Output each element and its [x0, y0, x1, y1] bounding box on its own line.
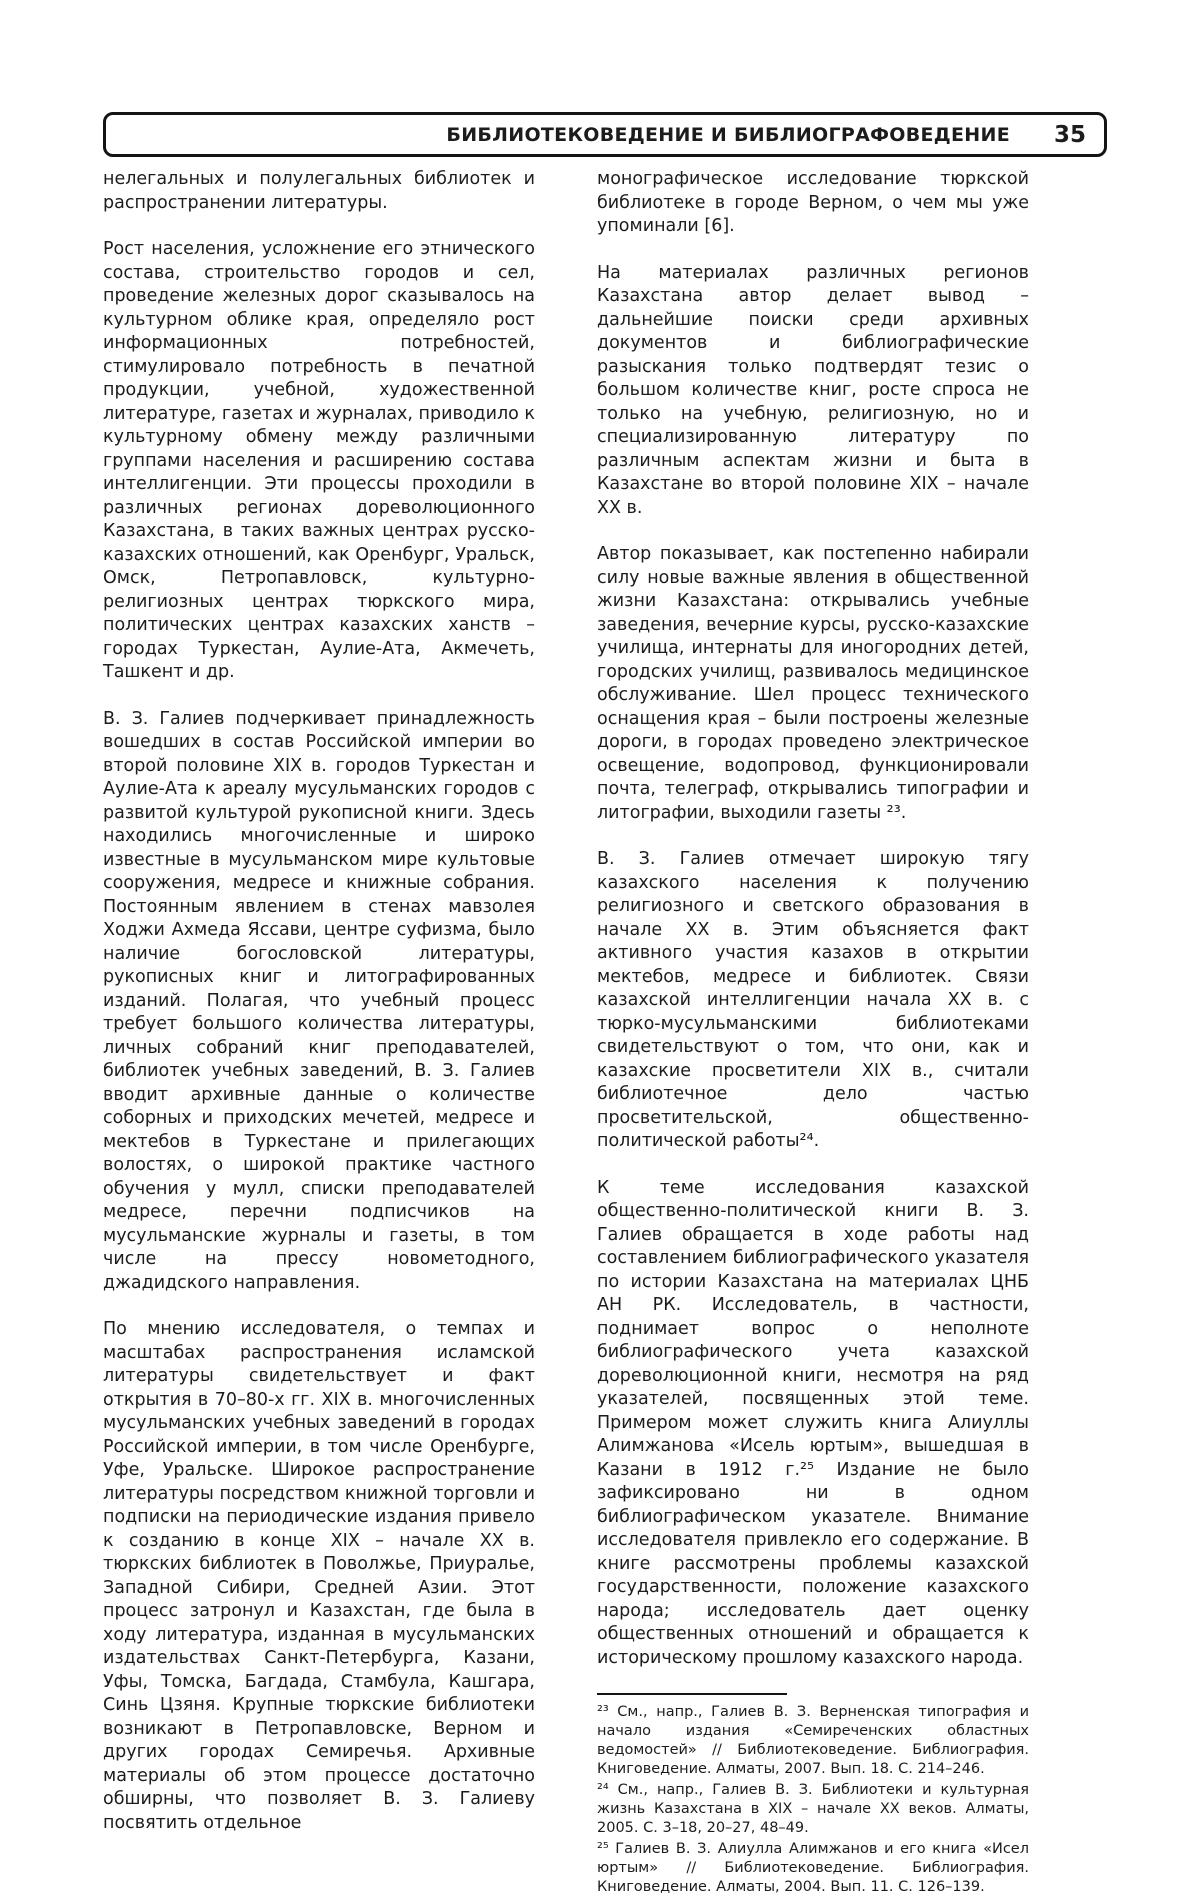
body-paragraph: монографическое исследование тюркской библиотеке в городе Верном, о чем мы уже упоминали [6].	[597, 169, 1029, 236]
body-paragraph: В. З. Галиев отмечает широкую тягу казахского населения к получению религиозного и светского образования в начале XX в. Этим объясняется факт активного участия казахов в открытии мектебов, медресе и библиотек. Связи казахской интеллигенции начала XX в. с тюрко-мусульманскими библиотеками свидетельствуют о том, что они, как и казахские просветители XIX в., считали библиотечное дело частью просветительской, общественно-политической работы²⁴.	[597, 849, 1029, 1151]
page-number: 35	[1053, 121, 1086, 148]
body-paragraph: По мнению исследователя, о темпах и масштабах распространения исламской литературы свидетельствует и факт открытия в 70–80-х гг. XIX в. многочисленных мусульманских учебных заведений в городах Российской империи, в том числе Оренбурге, Уфе, Уральске. Широкое распространение литературы посредством книжной торговли и подписки на периодические издания привело к созданию в конце XIX – начале XX в. тюркских библиотек в Поволжье, Приуралье, Западной Сибири, Средней Азии. Этот процесс затронул и Казахстан, где была в ходу литература, изданная в мусульманских издательствах Санкт-Петербурга, Казани, Уфы, Томска, Багдада, Стамбула, Кашгара, Синь Цзяня. Крупные тюркские библиотеки возникают в Петропавловске, Верном и других городах Семиречья. Архивные материалы об этом процессе достаточно обширны, что позволяет В. З. Галиеву посвятить отдельное	[103, 1319, 535, 1833]
footnote-separator-rule	[597, 1693, 787, 1695]
body-paragraph: Автор показывает, как постепенно набирали силу новые важные явления в общественной жизни Казахстана: открывались учебные заведения, вечерние курсы, русско-казахские училища, интернаты для иногородних детей, городских училищ, развивалось медицинское обслуживание. Шел процесс технического оснащения края – были построены железные дороги, в городах проведено электрическое освещение, водопровод, функционировали почта, телеграф, открывались типографии и литографии, выходили газеты ²³.	[597, 544, 1029, 823]
body-paragraph: нелегальных и полулегальных библиотек и распространении литературы.	[103, 169, 535, 213]
left-column	[103, 168, 535, 1899]
two-column-text	[103, 168, 1029, 1899]
right-column	[597, 168, 1029, 1899]
footnote: ²⁵ Галиев В. З. Алиулла Алимжанов и его книга «Исел юртым» // Библиотековедение. Библиография. Книговедение. Алматы, 2004. Вып. 11. С. 126–139.	[597, 1841, 1029, 1895]
body-paragraph: К теме исследования казахской общественно-политической книги В. З. Галиев обращается в ходе работы над составлением библиографического указателя по истории Казахстана на материалах ЦНБ АН РК. Исследователь, в частности, поднимает вопрос о неполноте библиографического учета казахской дореволюционной книги, несмотря на ряд указателей, посвященных этой теме. Примером может служить книга Алиуллы Алимжанова «Исель юртым», вышедшая в Казани в 1912 г.²⁵ Издание не было зафиксировано ни в одном библиографическом указателе. Внимание исследователя привлекло его содержание. В книге рассмотрены проблемы казахской государственности, положение казахского народа; исследователь дает оценку общественных отношений и обращается к историческому прошлому казахского народа.	[597, 1177, 1029, 1668]
body-paragraph: В. З. Галиев подчеркивает принадлежность вошедших в состав Российской империи во второй половине XIX в. городов Туркестан и Аулие-Ата к ареалу мусульманских городов с развитой культурой рукописной книги. Здесь находились многочисленные и широко известные в мусульманском мире культовые сооружения, медресе и книжные собрания. Постоянным явлением в стенах мавзолея Ходжи Ахмеда Яссави, центре суфизма, было наличие богословской литературы, рукописных книг и литографированных изданий. Полагая, что учебный процесс требует большого количества литературы, личных собраний книг преподавателей, библиотек учебных заведений, В. З. Галиев вводит архивные данные о количестве соборных и приходских мечетей, медресе и мектебов в Туркестане и прилегающих волостях, о широкой практике частного обучения у мулл, списки преподавателей медресе, перечни подписчиков на мусульманские журналы и газеты, в том числе на прессу новометодного, джадидского направления.	[103, 708, 535, 1293]
running-head: БИБЛИОТЕКОВЕДЕНИЕ И БИБЛИОГРАФОВЕДЕНИЕ	[446, 123, 1010, 146]
body-paragraph: Рост населения, усложнение его этнического состава, строительство городов и сел, проведение железных дорог сказывалось на культурном облике края, определяло рост информационных потребностей, стимулировало потребность в печатной продукции, учебной, художественной литературе, газетах и журналах, приводило к культурному обмену между различными группами населения и расширению состава интеллигенции. Эти процессы проходили в различных регионах дореволюционного Казахстана, в таких важных центрах русско-казахских отношений, как Оренбург, Уральск, Омск, Петропавловск, культурно-религиозных центрах тюркского мира, политических центрах казахских ханств – городах Туркестан, Аулие-Ата, Акмечеть, Ташкент и др.	[103, 239, 535, 682]
footnote: ²⁴ См., напр., Галиев В. З. Библиотеки и культурная жизнь Казахстана в XIX – начале XX веков. Алматы, 2005. С. 3–18, 20–27, 48–49.	[597, 1782, 1029, 1836]
page-header	[103, 112, 1107, 157]
body-paragraph: На материалах различных регионов Казахстана автор делает вывод – дальнейшие поиски среди архивных документов и библиографические разыскания только подтвердят тезис о большом количестве книг, росте спроса не только на учебную, религиозную, но и специализированную литературу по различным аспектам жизни и быта в Казахстане во второй половине XIX – начале XX в.	[597, 262, 1029, 518]
footnote: ²³ См., напр., Галиев В. З. Верненская типография и начало издания «Семиреченских областных ведомостей» // Библиотековедение. Библиография. Книговедение. Алматы, 2007. Вып. 18. С. 214–246.	[597, 1704, 1029, 1777]
footnotes-block	[597, 1693, 1029, 1897]
